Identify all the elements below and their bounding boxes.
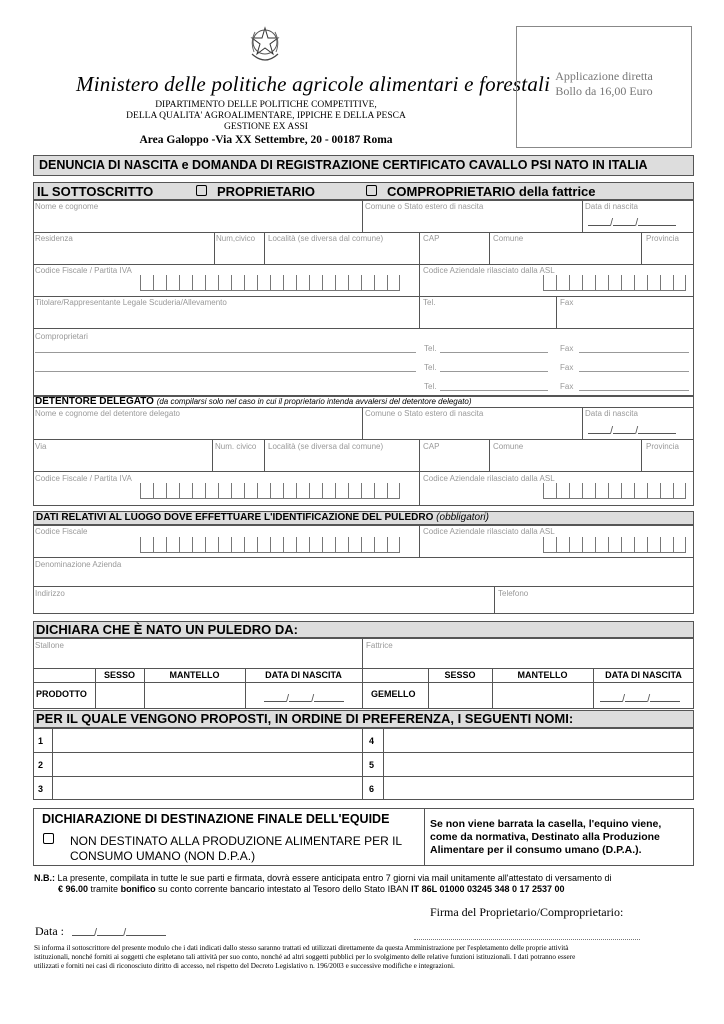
data-nascita-field[interactable]: / / bbox=[588, 216, 676, 229]
address: Area Galoppo -Via XX Settembre, 20 - 00187 Roma bbox=[139, 134, 393, 146]
denominazione-label: Denominazione Azienda bbox=[35, 560, 122, 569]
data-field[interactable]: / / bbox=[72, 926, 166, 939]
detentore-provincia-label: Provincia bbox=[646, 442, 679, 451]
luogo-heading: DATI RELATIVI AL LUOGO DOVE EFFETTUARE L'IDENTIFICAZIONE DEL PULEDRO bbox=[36, 512, 434, 523]
codice-asl-field[interactable] bbox=[543, 275, 686, 291]
form-title-bar bbox=[33, 155, 694, 176]
destinazione-note-1: Se non viene barrata la casella, l'equino viene, bbox=[430, 818, 662, 830]
comp-fax-label-1: Fax bbox=[560, 344, 574, 353]
comune-nascita-label: Comune o Stato estero di nascita bbox=[365, 202, 484, 211]
detentore-codice-asl-label: Codice Aziendale rilasciato dalla ASL bbox=[423, 474, 555, 483]
nb-text-1: La presente, compilata in tutte le sue parti e firmata, dovrà essere anticipata entro 7 giorni via mail unitamente all'attestato di versamento di bbox=[57, 873, 612, 883]
comproprietario-label: COMPROPRIETARIO della fattrice bbox=[387, 184, 596, 199]
detentore-heading: DETENTORE DELEGATO bbox=[35, 396, 154, 407]
fax-label: Fax bbox=[560, 298, 574, 307]
destinazione-note-3: Alimentare per il consumo umano (D.P.A.). bbox=[430, 844, 642, 856]
stallone-label: Stallone bbox=[35, 641, 64, 650]
comp-fax-line-2[interactable] bbox=[579, 371, 689, 372]
detentore-via-label: Via bbox=[35, 442, 47, 451]
titolare-label: Titolare/Rappresentante Legale Scuderia/Allevamento bbox=[35, 298, 227, 307]
comp-tel-label-2: Tel. bbox=[424, 363, 437, 372]
codice-fiscale-label: Codice Fiscale / Partita IVA bbox=[35, 266, 132, 275]
department-line-3: GESTIONE EX ASSI bbox=[224, 122, 308, 132]
luogo-codice-fiscale-label: Codice Fiscale bbox=[35, 527, 88, 536]
destinazione-option-2: CONSUMO UMANO (NON D.P.A.) bbox=[70, 849, 256, 863]
detentore-cap-label: CAP bbox=[423, 442, 440, 451]
nb-label: N.B.: bbox=[34, 873, 55, 883]
comproprietario-checkbox[interactable] bbox=[366, 185, 377, 196]
proprietario-checkbox[interactable] bbox=[196, 185, 207, 196]
detentore-data-nascita-label: Data di nascita bbox=[585, 409, 638, 418]
luogo-codice-asl-label: Codice Aziendale rilasciato dalla ASL bbox=[423, 527, 555, 536]
ministry-name: Ministero delle politiche agricole alimentari e forestali bbox=[76, 72, 551, 96]
comp-tel-line-2[interactable] bbox=[440, 371, 548, 372]
detentore-codice-fiscale-label: Codice Fiscale / Partita IVA bbox=[35, 474, 132, 483]
num-civico-label: Num,civico bbox=[216, 234, 256, 243]
proprietario-label: PROPRIETARIO bbox=[217, 184, 315, 199]
detentore-nome-label: Nome e cognome del detentore delegato bbox=[35, 409, 180, 418]
comproprietari-label: Comproprietari bbox=[35, 332, 88, 341]
comp-tel-line-1[interactable] bbox=[440, 352, 548, 353]
nome-label: Nome e cognome bbox=[35, 202, 99, 211]
fattrice-label: Fattrice bbox=[366, 641, 393, 650]
detentore-codice-fiscale-field[interactable] bbox=[140, 483, 400, 499]
department-line-1: DIPARTIMENTO DELLE POLITICHE COMPETITIVE, bbox=[155, 100, 377, 110]
prodotto-label: PRODOTTO bbox=[36, 689, 87, 699]
cap-label: CAP bbox=[423, 234, 440, 243]
republic-emblem-icon bbox=[246, 24, 284, 66]
prodotto-data-field[interactable]: / / bbox=[264, 692, 344, 705]
nome-5-label: 5 bbox=[369, 760, 375, 770]
detentore-data-nascita-field[interactable]: / / bbox=[588, 424, 676, 437]
stamp-line-1: Applicazione diretta bbox=[555, 69, 653, 83]
form-title: DENUNCIA DI NASCITA e DOMANDA DI REGISTRAZIONE CERTIFICATO CAVALLO PSI NATO IN ITALIA bbox=[39, 158, 648, 172]
tel-label: Tel. bbox=[423, 298, 436, 307]
sesso-header: SESSO bbox=[103, 670, 135, 680]
privacy-line-1: Si informa il sottoscrittore del presente modulo che i dati indicati dallo stesso saranno trattati ed utilizzati direttamente da questa Amministrazione per l'espletamento delle proprie attività bbox=[34, 944, 569, 952]
nb-text-2a: tramite bbox=[90, 884, 119, 894]
detentore-localita-label: Località (se diversa dal comune) bbox=[268, 442, 384, 451]
nomi-heading: PER IL QUALE VENGONO PROPOSTI, IN ORDINE DI PREFERENZA, I SEGUENTI NOMI: bbox=[36, 711, 574, 726]
nb-iban: IT 86L 01000 03245 348 0 17 2537 00 bbox=[411, 884, 565, 894]
privacy-line-2: istituzionali, nonché forniti ai soggetti che espletano tali attività per suo conto, nonché ad altri soggetti pubblici per lo svolgimento delle relative funzioni istituzionali. I dati potranno essere bbox=[34, 953, 576, 961]
destinazione-note-2: come da normativa, Destinato alla Produzione bbox=[430, 831, 660, 843]
localita-label: Località (se diversa dal comune) bbox=[268, 234, 384, 243]
mantello-header: MANTELLO bbox=[169, 670, 220, 680]
nome-4-label: 4 bbox=[369, 736, 375, 746]
puledro-heading: DICHIARA CHE È NATO UN PULEDRO DA: bbox=[36, 622, 298, 637]
detentore-note: (da compilarsi solo nel caso in cui il proprietario intenda avvalersi del detentore delegato) bbox=[156, 397, 472, 406]
comproprietari-line-1[interactable] bbox=[35, 352, 416, 353]
telefono-label: Telefono bbox=[498, 589, 529, 598]
gemello-label: GEMELLO bbox=[371, 689, 416, 699]
nb-amount: € 96.00 bbox=[58, 884, 89, 894]
comp-tel-label-3: Tel. bbox=[424, 382, 437, 391]
gemello-data-field[interactable]: / / bbox=[600, 692, 680, 705]
comp-tel-label-1: Tel. bbox=[424, 344, 437, 353]
nome-1-label: 1 bbox=[38, 736, 44, 746]
nome-6-label: 6 bbox=[369, 784, 375, 794]
codice-fiscale-field[interactable] bbox=[140, 275, 400, 291]
gemello-sesso-header: SESSO bbox=[444, 670, 476, 680]
firma-label: Firma del Proprietario/Comproprietario: bbox=[430, 905, 624, 919]
sottoscritto-heading: IL SOTTOSCRITTO bbox=[37, 184, 154, 199]
gemello-data-nascita-header: DATA DI NASCITA bbox=[605, 670, 682, 680]
data-nascita-label: Data di nascita bbox=[585, 202, 638, 211]
residenza-label: Residenza bbox=[35, 234, 73, 243]
luogo-codice-fiscale-field[interactable] bbox=[140, 537, 400, 553]
nomi-section bbox=[33, 728, 694, 800]
data-nascita-header: DATA DI NASCITA bbox=[265, 670, 342, 680]
detentore-num-civico-label: Num. civico bbox=[215, 442, 257, 451]
detentore-comune-nascita-label: Comune o Stato estero di nascita bbox=[365, 409, 484, 418]
destinazione-heading: DICHIARAZIONE DI DESTINAZIONE FINALE DELL'EQUIDE bbox=[42, 812, 390, 826]
comp-fax-line-1[interactable] bbox=[579, 352, 689, 353]
comp-fax-label-3: Fax bbox=[560, 382, 574, 391]
comp-fax-label-2: Fax bbox=[560, 363, 574, 372]
nb-text-2c: su conto corrente bancario intestato al Tesoro dello Stato IBAN bbox=[158, 884, 409, 894]
detentore-comune-label: Comune bbox=[493, 442, 524, 451]
comp-fax-line-3[interactable] bbox=[579, 390, 689, 391]
nome-3-label: 3 bbox=[38, 784, 44, 794]
privacy-line-3: utilizzati e forniti nei casi di riconosciuto diritto di accesso, nel rispetto del Decreto Legislativo n. 196/2003 e successive modifiche e integrazioni. bbox=[34, 962, 455, 970]
luogo-heading-note: (obbligatori) bbox=[436, 512, 489, 523]
data-label: Data : bbox=[35, 924, 64, 938]
comp-tel-line-3[interactable] bbox=[440, 390, 548, 391]
department-line-2: DELLA QUALITA' AGROALIMENTARE, IPPICHE E DELLA PESCA bbox=[126, 111, 406, 121]
stamp-line-2: Bollo da 16,00 Euro bbox=[555, 84, 653, 98]
indirizzo-label: Indirizzo bbox=[35, 589, 65, 598]
detentore-codice-asl-field[interactable] bbox=[543, 483, 686, 499]
stamp-box bbox=[516, 26, 692, 148]
nb-text-2b: bonifico bbox=[120, 884, 156, 894]
gemello-mantello-header: MANTELLO bbox=[517, 670, 568, 680]
provincia-label: Provincia bbox=[646, 234, 679, 243]
comproprietari-line-2[interactable] bbox=[35, 371, 416, 372]
destinazione-option-1: NON DESTINATO ALLA PRODUZIONE ALIMENTARE PER IL bbox=[70, 834, 403, 848]
non-dpa-checkbox[interactable] bbox=[43, 833, 54, 844]
comune-label: Comune bbox=[493, 234, 524, 243]
codice-asl-label: Codice Aziendale rilasciato dalla ASL bbox=[423, 266, 555, 275]
nome-2-label: 2 bbox=[38, 760, 44, 770]
firma-line[interactable] bbox=[414, 939, 640, 940]
luogo-codice-asl-field[interactable] bbox=[543, 537, 686, 553]
